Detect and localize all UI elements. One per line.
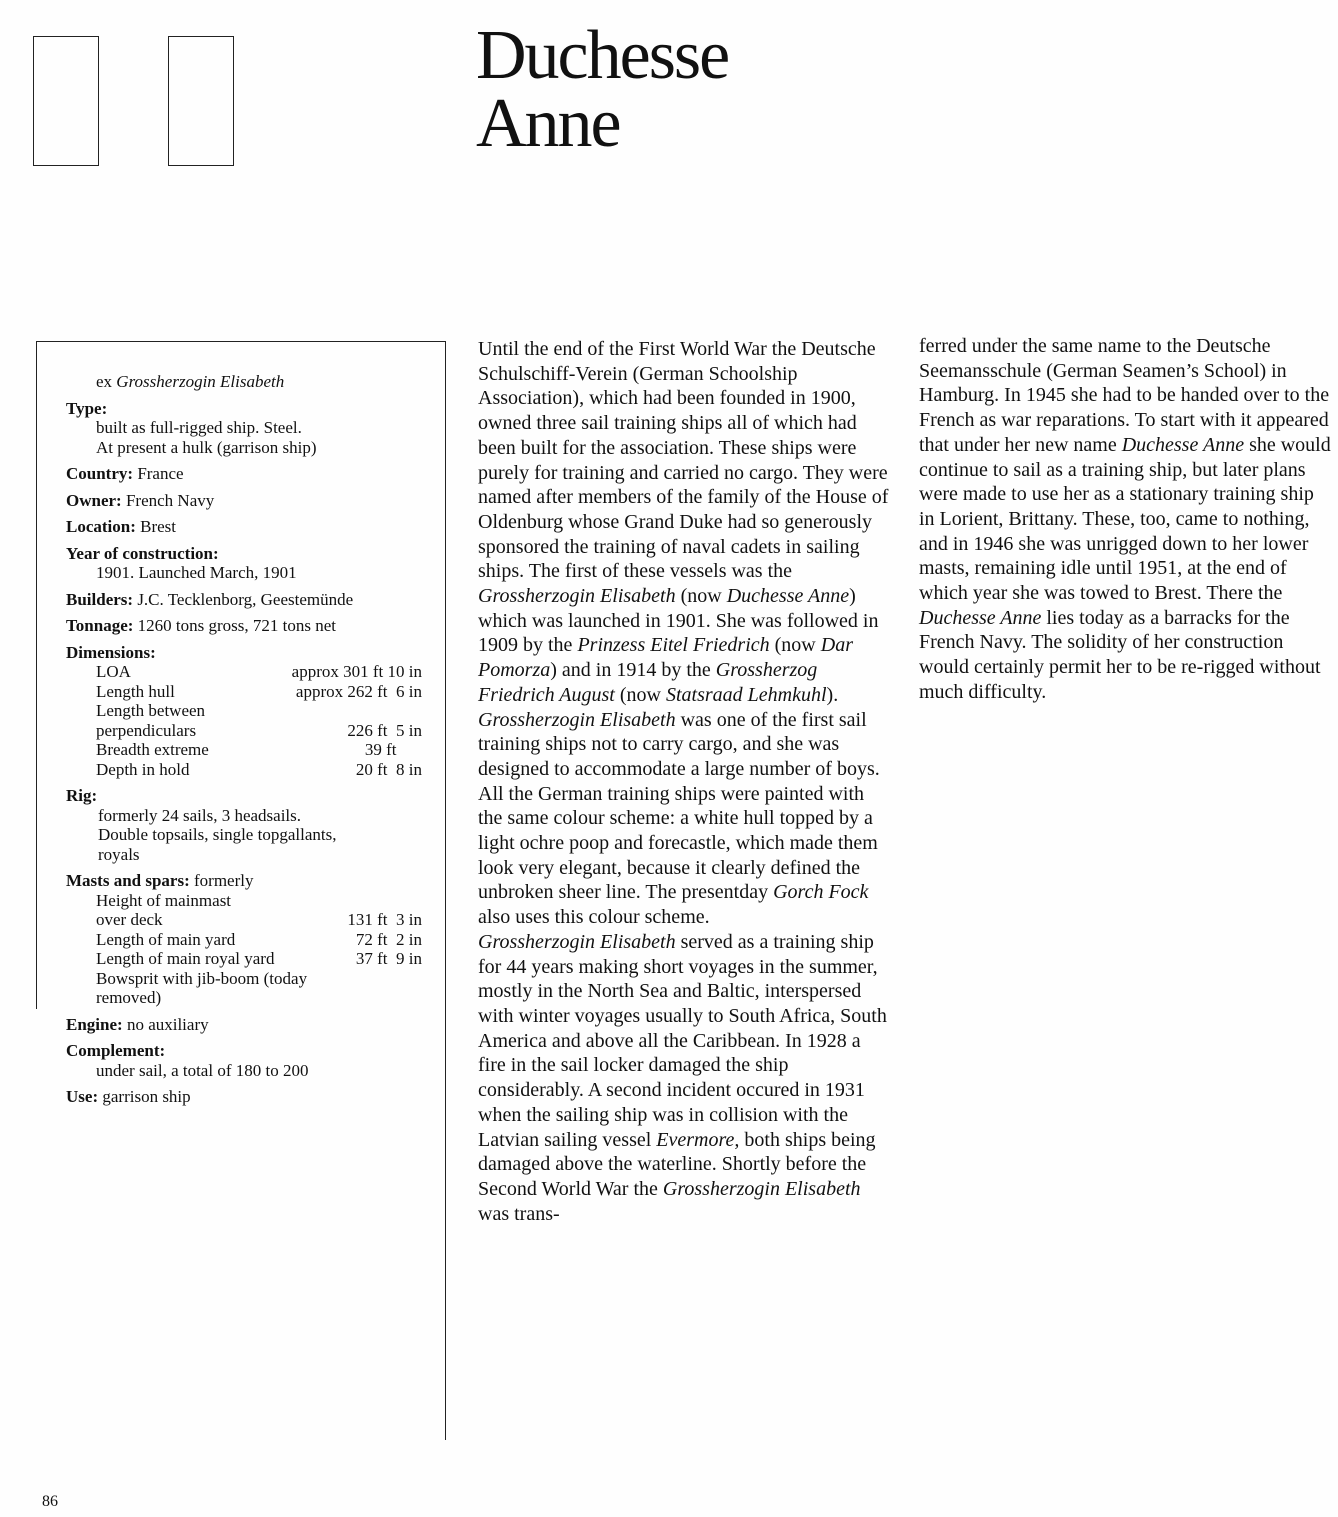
spec-masts: Masts and spars: formerly Height of mainmast over deck 131 ft 3 in Length of main yard 72 ft 2 in Length of main royal yard 37 ft 9 in Bowsprit with jib-boom (today removed) (66, 871, 436, 1008)
paragraph: All the German training ships were painted with the same colour scheme: a white hull topped by a light ochre poop and forecastle, which made them look very elegant, because it clearly defined the unbroken sheer line. The presentday Gorch Fock also uses this colour scheme. (478, 782, 878, 929)
dimension-row: Breadth extreme 39 ft (96, 740, 422, 759)
flag-placeholder-box (33, 36, 99, 166)
dimension-row: Depth in hold 20 ft 8 in (96, 759, 422, 779)
spec-country: Country: France (66, 464, 184, 483)
spec-owner: Owner: French Navy (66, 490, 215, 510)
dimension-row: Length hull approx 262 ft 6 in (96, 681, 422, 701)
paragraph: Grossherzogin Elisabeth was one of the first sail training ships not to carry cargo, and she was designed to accommodate a large number of boys. (478, 708, 880, 780)
mast-row: Height of mainmast (96, 890, 232, 910)
mast-row: over deck 131 ft 3 in (96, 910, 422, 929)
body-text-column-1 (478, 337, 893, 1226)
title-line: Anne (476, 85, 620, 162)
spec-complement: Complement: under sail, a total of 180 to 200 (66, 1041, 309, 1080)
dimension-row: LOA approx 301 ft 10 in (96, 662, 422, 681)
dimension-row: perpendiculars 226 ft 5 in (96, 720, 422, 740)
specs-box-left-border (36, 341, 37, 1009)
flag-placeholder-box (168, 36, 234, 166)
spec-builders: Builders: J.C. Tecklenborg, Geestemünde (66, 589, 354, 609)
mast-row: Length of main yard 72 ft 2 in (96, 929, 422, 949)
spec-tonnage: Tonnage: 1260 tons gross, 721 tons net (66, 616, 336, 635)
mast-row: Length of main royal yard 37 ft 9 in (96, 949, 422, 968)
title-line: Duchesse (476, 17, 729, 94)
body-text-column-2 (919, 334, 1334, 705)
spec-engine: Engine: no auxiliary (66, 1014, 209, 1034)
spec-location: Location: Brest (66, 517, 177, 536)
spec-rig: Rig: formerly 24 sails, 3 headsails. Double topsails, single topgallants, royals (66, 786, 337, 864)
spec-use: Use: garrison ship (66, 1087, 191, 1106)
specs-panel (66, 372, 436, 1114)
spec-type: Type: built as full-rigged ship. Steel. At present a hulk (garrison ship) (66, 398, 317, 457)
spec-year: Year of construction: 1901. Launched March, 1901 (66, 543, 297, 582)
paragraph: Grossherzogin Elisabeth served as a training ship for 44 years making short voyages in the summer, mostly in the North Sea and Baltic, interspersed with winter voyages usually to South Africa, South America and above all the Caribbean. In 1928 a fire in the sail locker damaged the ship considerably. A second incident occured in 1931 when the sailing ship was in collision with the Latvian sailing vessel Evermore, both ships being damaged above the waterline. Shortly before the Second World War the Grossherzogin Elisabeth was trans- (478, 930, 887, 1225)
ex-name: ex Grossherzogin Elisabeth (96, 372, 285, 391)
paragraph: ferred under the same name to the Deutsche Seemansschule (German Seamen’s School) in Hamburg. In 1945 she had to be handed over to the French as war reparations. To start with it appeared that under her new name Duchesse Anne she would continue to sail as a training ship, but later plans were made to use her as a stationary training ship in Lorient, Brittany. These, too, came to nothing, and in 1946 she was unrigged down to her lower masts, remaining idle until 1951, at the end of which year she was towed to Brest. There the Duchesse Anne lies today as a barracks for the French Navy. The solidity of her construction would certainly permit her to be re-rigged without much difficulty. (919, 335, 1331, 703)
dimension-row: Length between (96, 701, 206, 720)
page-number: 86 (42, 1493, 58, 1510)
page-title (476, 17, 729, 162)
spec-dimensions: Dimensions: LOA approx 301 ft 10 in Length hull approx 262 ft 6 in Length between perpendiculars 226 ft 5 in Breadth extreme 39 ft Depth in hold 20 ft 8 in (66, 643, 436, 780)
paragraph: Until the end of the First World War the Deutsche Schulschiff-Verein (German Schoolship Association), which had been founded in 1900, owned three sail training ships all of which had been built for the association. These ships were purely for training and carried no cargo. They were named after members of the family of the House of Oldenburg whose Grand Duke had so generously sponsored the training of naval cadets in sailing ships. The first of these vessels was the Grossherzogin Elisabeth (now Duchesse Anne) which was launched in 1901. She was followed in 1909 by the Prinzess Eitel Friedrich (now Dar Pomorza) and in 1914 by the Grossherzog Friedrich August (now Statsraad Lehmkuhl). (478, 338, 889, 706)
